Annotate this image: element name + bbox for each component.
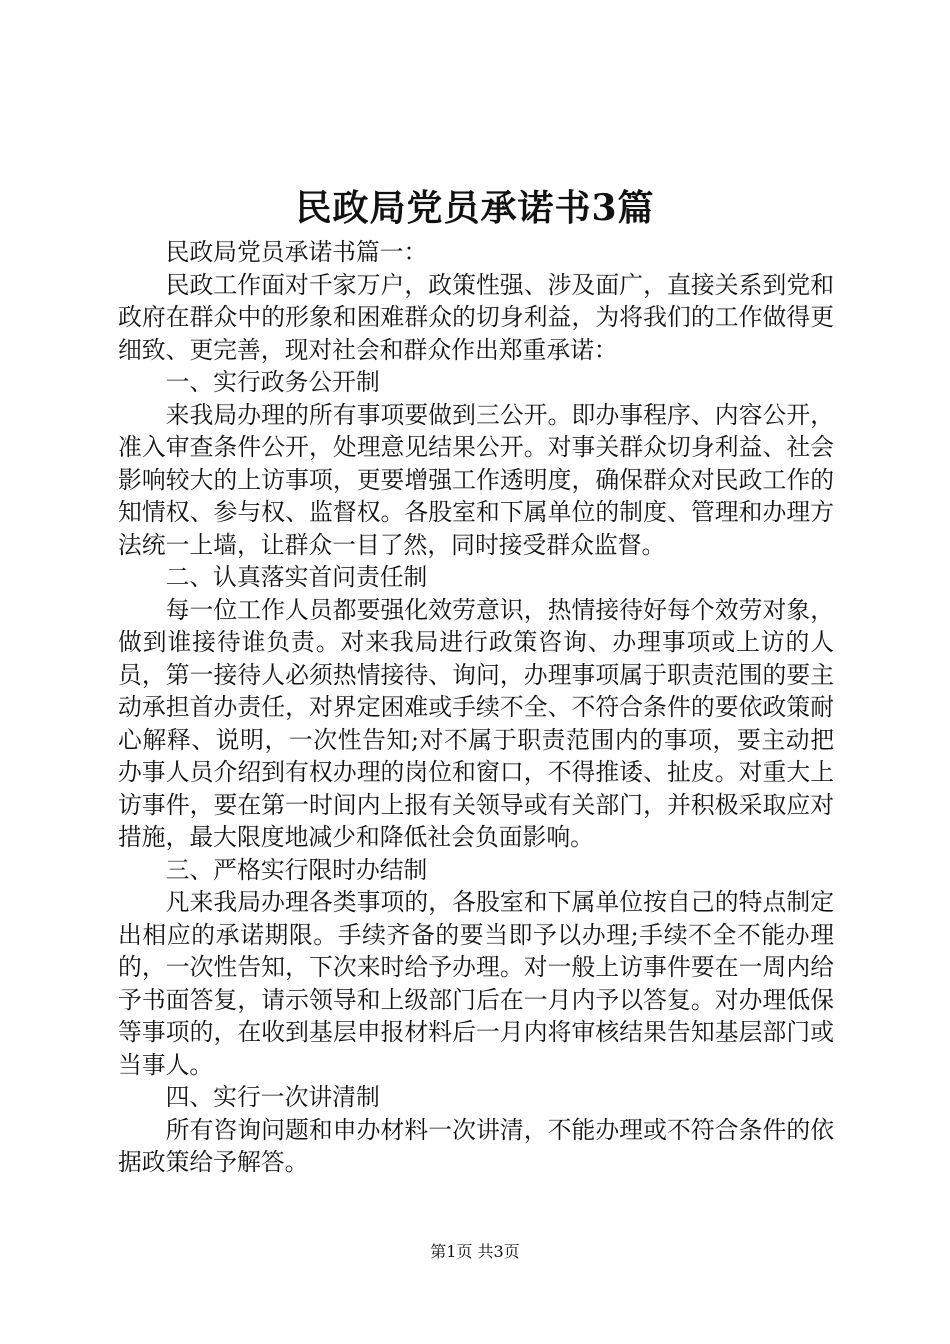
document-title: 民政局党员承诺书3篇: [295, 187, 655, 229]
section-heading: 四、实行一次讲清制: [165, 1083, 380, 1111]
paragraph: 每一位工作人员都要强化效劳意识，热情接待好每个效劳对象，做到谁接待谁负责。对来我局进行政策咨询、办理事项或上访的人员，第一接待人必须热情接待、询问，办理事项属于职责范围的要主动承担首办责任，对界定困难或手续不全、不符合条件的要依政策耐心解释、说明，一次性告知;对不属于职责范围内的事项，要主动把办事人员介绍到有权办理的岗位和窗口，不得推诿、扯皮。对重大上访事件，要在第一时间内上报有关领导或有关部门，并积极采取应对措施，最大限度地减少和降低社会负面影响。: [118, 595, 834, 851]
paragraph: 民政工作面对千家万户，政策性强、涉及面广，直接关系到党和政府在群众中的形象和困难群众的切身利益，为将我们的工作做得更细致、更完善，现对社会和群众作出郑重承诺：: [118, 270, 834, 364]
paragraph: 所有咨询问题和申办材料一次讲清，不能办理或不符合条件的依据政策给予解答。: [118, 1115, 834, 1176]
section-heading: 二、认真落实首问责任制: [165, 563, 428, 591]
section-heading: 三、严格实行限时办结制: [165, 855, 428, 884]
section-heading: 一、实行政务公开制: [165, 368, 380, 396]
section-heading: 民政局党员承诺书篇一：: [165, 238, 428, 266]
paragraph: 凡来我局办理各类事项的，各股室和下属单位按自己的特点制定出相应的承诺期限。手续齐备的要当即予以办理;手续不全不能办理的，一次性告知，下次来时给予办理。对一般上访事件要在一周内给予书面答复，请示领导和上级部门后在一月内予以答复。对办理低保等事项的，在收到基层申报材料后一月内将审核结果告知基层部门或当事人。: [118, 888, 834, 1079]
page-number-footer: 第1页 共3页: [430, 1242, 520, 1261]
paragraph: 来我局办理的所有事项要做到三公开。即办事程序、内容公开，准入审查条件公开，处理意见结果公开。对事关群众切身利益、社会影响较大的上访事项，更要增强工作透明度，确保群众对民政工作的知情权、参与权、监督权。各股室和下属单位的制度、管理和办理方法统一上墙，让群众一目了然，同时接受群众监督。: [118, 400, 834, 559]
document-body: [118, 236, 834, 1179]
